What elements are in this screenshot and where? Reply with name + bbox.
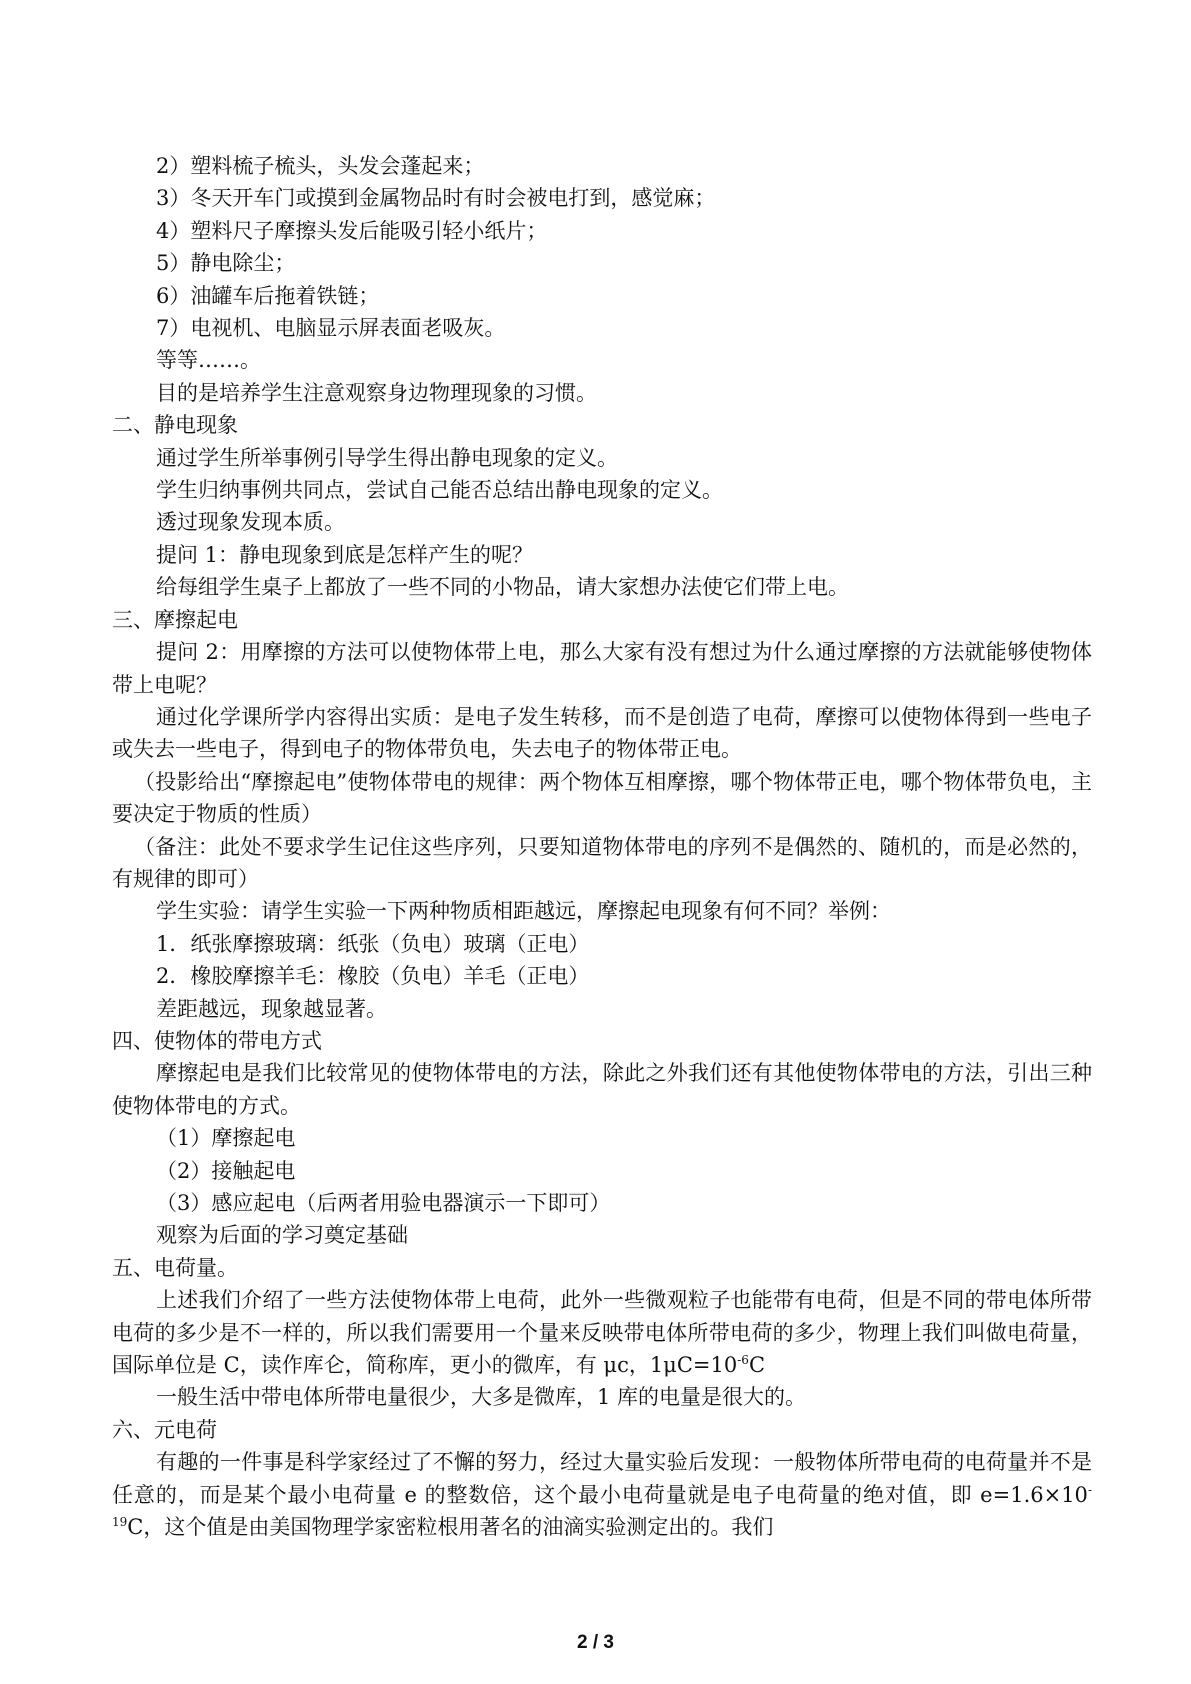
- paragraph: （投影给出“摩擦起电”使物体带电的规律：两个物体互相摩擦，哪个物体带正电，哪个物体带负电，主要决定于物质的性质）: [112, 769, 1092, 827]
- document-body: [112, 150, 1092, 1543]
- text-run: 上述我们介绍了一些方法使物体带上电荷，此外一些微观粒子也能带有电荷，但是不同的带电体所带电荷的多少是不一样的，所以我们需要用一个量来反映带电体所带电荷的多少，物理上我们叫做电荷量，国际单位是 C，读作库仑，简称库，更小的微库，有 μc，1μC=10: [112, 1288, 1092, 1378]
- paragraph: 通过化学课所学内容得出实质：是电子发生转移，而不是创造了电荷，摩擦可以使物体得到一些电子或失去一些电子，得到电子的物体带负电，失去电子的物体带正电。: [112, 704, 1092, 762]
- paragraph: 观察为后面的学习奠定基础: [156, 1223, 408, 1248]
- list-item: （2）接触起电: [156, 1158, 296, 1183]
- paragraph: 学生实验：请学生实验一下两种物质相距越远，摩擦起电现象有何不同？举例：: [156, 899, 891, 924]
- list-item: 6）油罐车后拖着铁链；: [156, 283, 380, 308]
- paragraph: （备注：此处不要求学生记住这些序列，只要知道物体带电的序列不是偶然的、随机的，而是必然的，有规律的即可）: [112, 834, 1092, 891]
- paragraph: [112, 1446, 1092, 1543]
- exponent: -6: [737, 1353, 749, 1368]
- paragraph: 目的是培养学生注意观察身边物理现象的习惯。: [156, 380, 597, 405]
- section-heading: 三、摩擦起电: [112, 607, 238, 632]
- paragraph: 给每组学生桌子上都放了一些不同的小物品，请大家想办法使它们带上电。: [156, 575, 849, 600]
- list-item: 1．纸张摩擦玻璃：纸张（负电）玻璃（正电）: [156, 931, 590, 956]
- page-number: 2 / 3: [577, 1632, 614, 1653]
- list-item: 2）塑料梳子梳头，头发会蓬起来；: [156, 154, 485, 178]
- paragraph: 摩擦起电是我们比较常见的使物体带电的方法，除此之外我们还有其他使物体带电的方法，引出三种使物体带电的方式。: [112, 1061, 1092, 1118]
- paragraph: 一般生活中带电体所带电量很少，大多是微库，1 库的电量是很大的。: [156, 1385, 807, 1410]
- section-heading: 二、静电现象: [112, 413, 238, 438]
- paragraph: 透过现象发现本质。: [156, 510, 345, 535]
- text-run: 有趣的一件事是科学家经过了不懈的努力，经过大量实验后发现：一般物体所带电荷的电荷量并不是任意的，而是某个最小电荷量 e 的整数倍，这个最小电荷量就是电子电荷量的绝对值，即 e=1.6×10: [112, 1450, 1092, 1507]
- paragraph: [112, 1284, 1092, 1381]
- paragraph: 提问 1：静电现象到底是怎样产生的呢？: [156, 542, 534, 567]
- list-item: 5）静电除尘；: [156, 251, 296, 276]
- text-run: C，这个值是由美国物理学家密粒根用著名的油滴实验测定出的。我们: [127, 1515, 774, 1540]
- list-item: （1）摩擦起电: [156, 1126, 296, 1151]
- text-run: C: [748, 1353, 766, 1378]
- exponent: -19: [112, 1482, 1092, 1530]
- paragraph: 等等……。: [156, 348, 261, 373]
- section-heading: 四、使物体的带电方式: [112, 1028, 322, 1053]
- list-item: 7）电视机、电脑显示屏表面老吸灰。: [156, 316, 506, 341]
- list-item: 2．橡胶摩擦羊毛：橡胶（负电）羊毛（正电）: [156, 964, 590, 989]
- paragraph: 通过学生所举事例引导学生得出静电现象的定义。: [156, 445, 618, 470]
- section-heading: 六、元电荷: [112, 1417, 217, 1442]
- list-item: 4）塑料尺子摩擦头发后能吸引轻小纸片；: [156, 218, 548, 243]
- list-item: 3）冬天开车门或摸到金属物品时有时会被电打到，感觉麻；: [156, 186, 716, 211]
- paragraph: 提问 2：用摩擦的方法可以使物体带上电，那么大家有没有想过为什么通过摩擦的方法就能够使物体带上电呢？: [112, 640, 1092, 697]
- paragraph: 学生归纳事例共同点，尝试自己能否总结出静电现象的定义。: [156, 478, 723, 503]
- list-item: （3）感应起电（后两者用验电器演示一下即可）: [156, 1191, 611, 1215]
- section-heading: 五、电荷量。: [112, 1255, 238, 1280]
- paragraph: 差距越远，现象越显著。: [156, 996, 387, 1021]
